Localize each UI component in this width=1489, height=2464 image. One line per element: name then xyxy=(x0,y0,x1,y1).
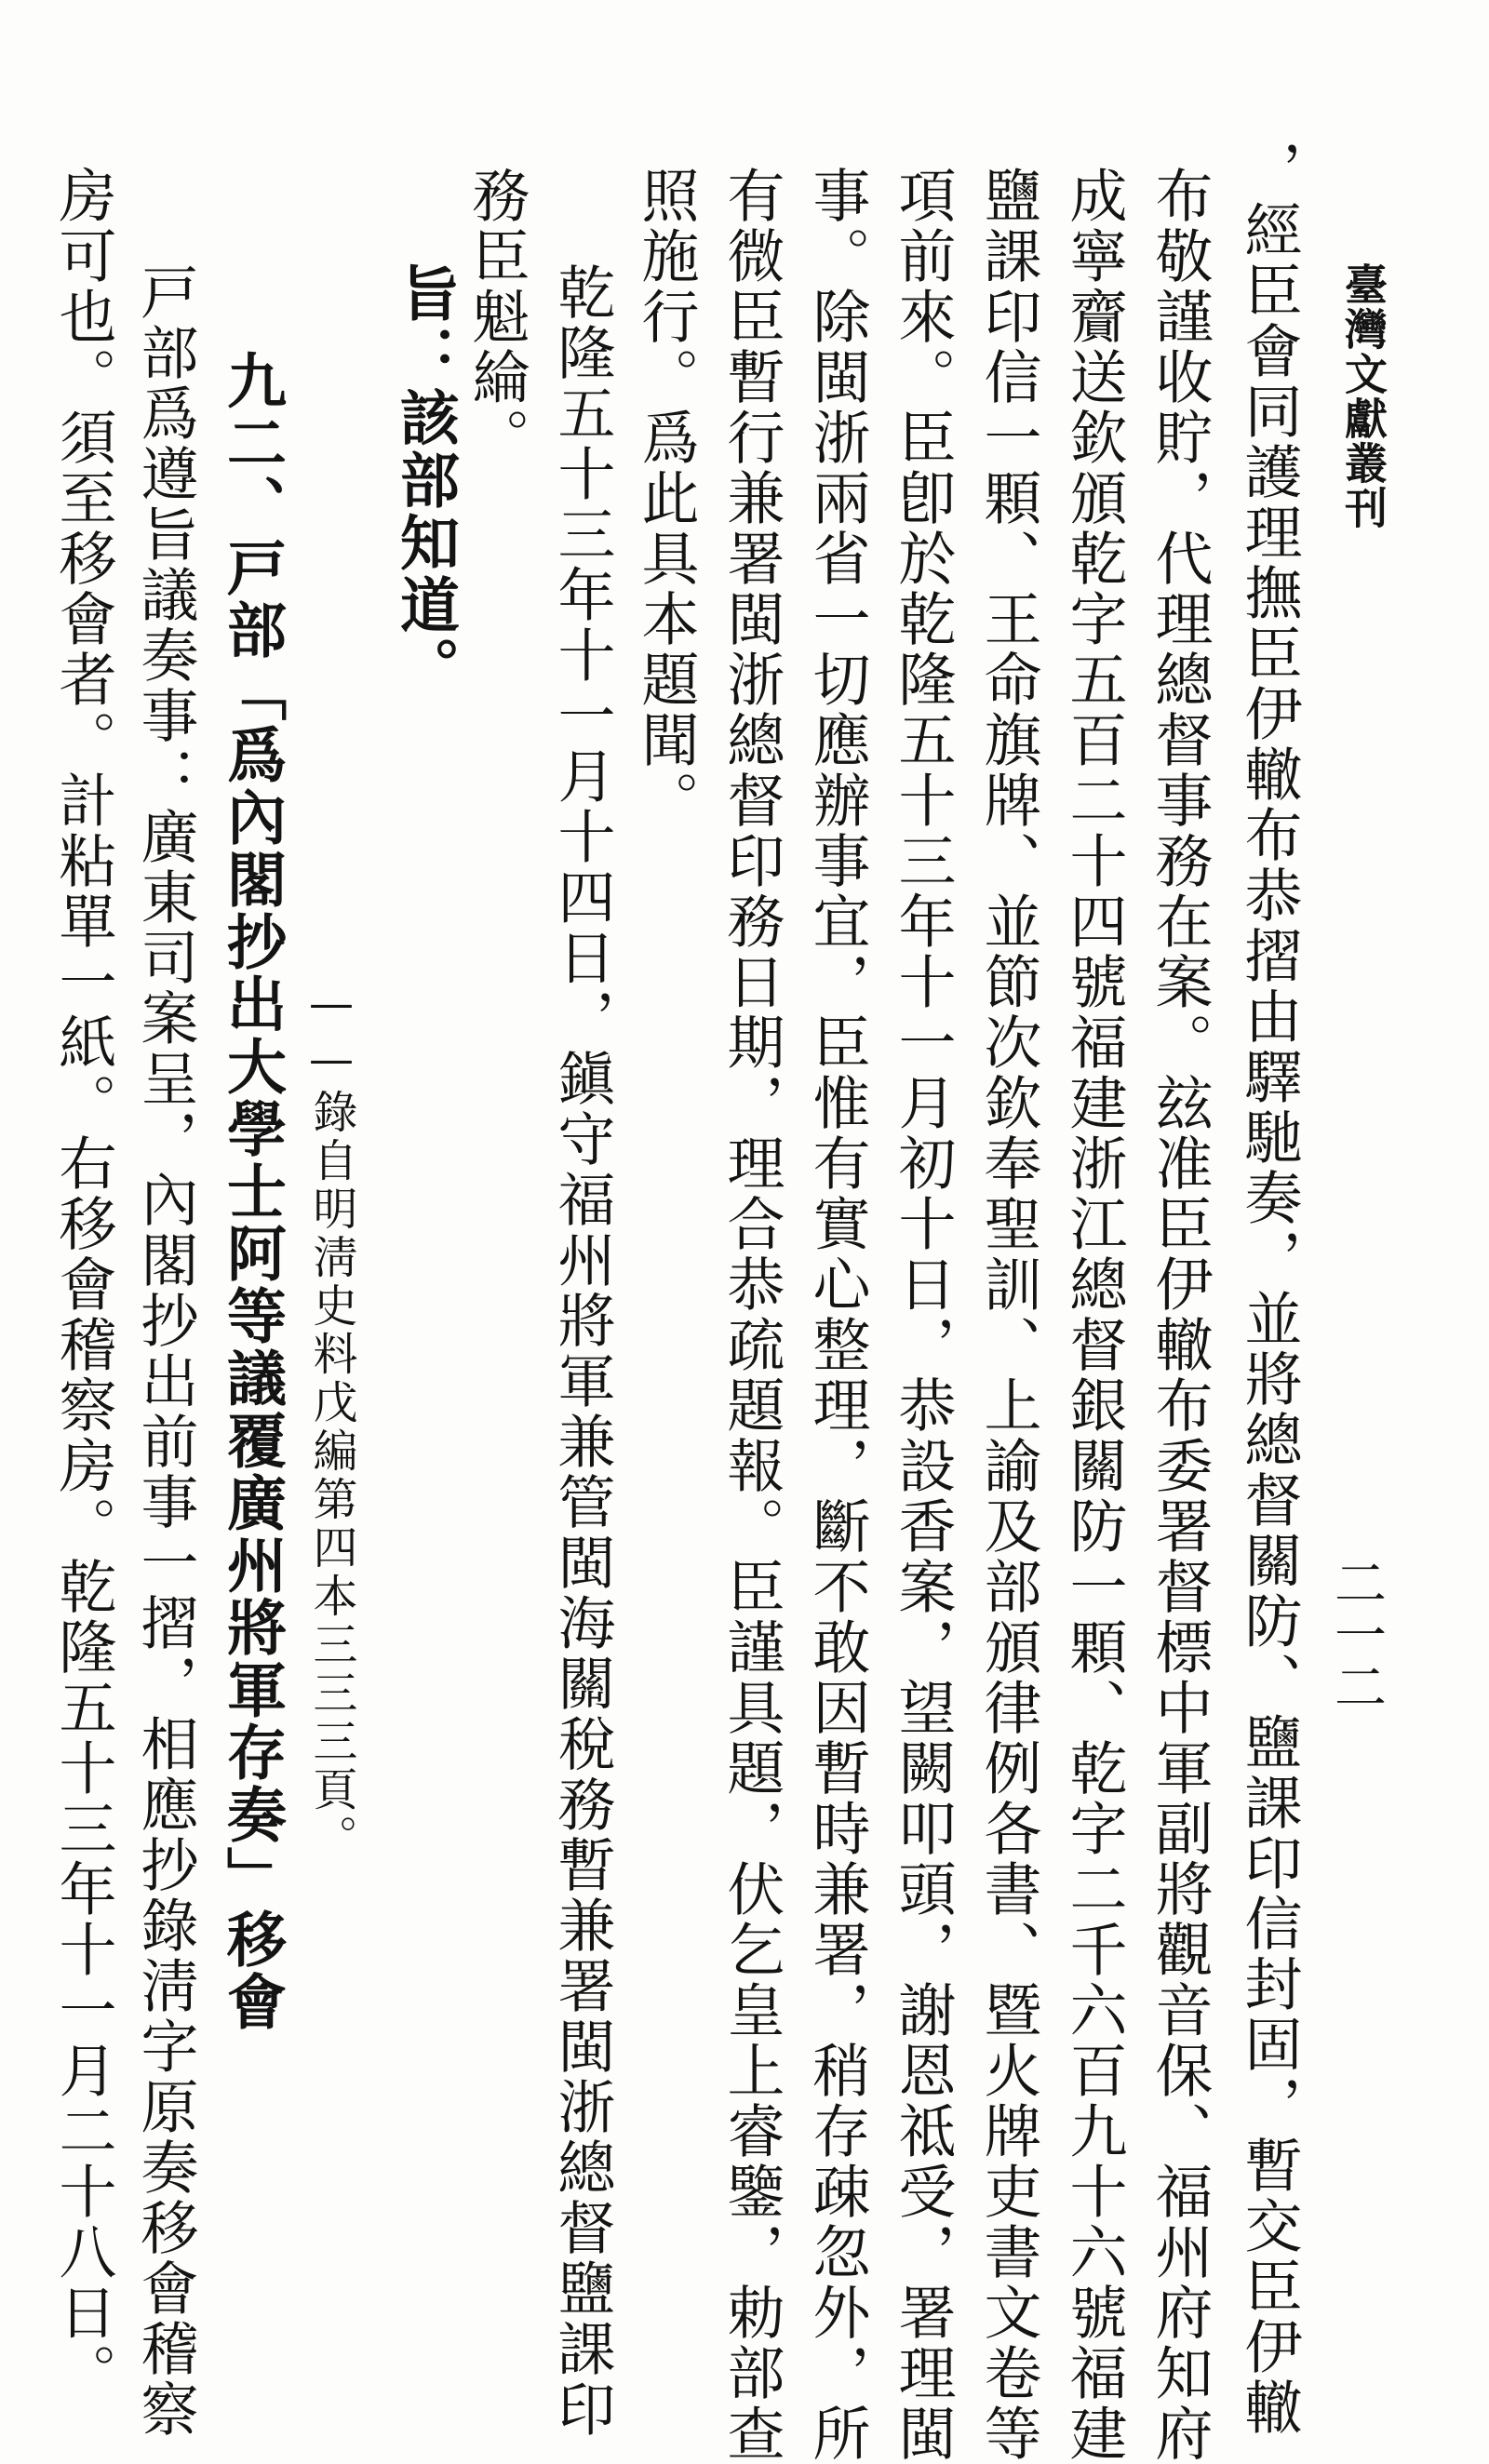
text-column: 項前來。臣卽於乾隆五十三年十一月初十日，恭設香案，望闕叩頭，謝恩祗受，署理閩 xyxy=(889,166,957,2464)
text-column: 事。除閩浙兩省一切應辦事宜，臣惟有實心整理，斷不敢因暫時兼署，稍存疎忽外，所 xyxy=(803,166,871,2464)
date-signature-column: 務臣魁綸。 xyxy=(463,166,530,468)
text-column: 照施行。爲此具本題聞。 xyxy=(632,166,700,831)
running-header: 臺灣文獻叢刊 xyxy=(1338,262,1388,530)
text-column: 有微臣暫行兼署閩浙總督印務日期，理合恭疏題報。臣謹具題，伏乞皇上睿鑒，勅部查 xyxy=(718,166,785,2464)
text-column: ，經臣會同護理撫臣伊轍布恭摺由驛馳奏，並將總督關防、鹽課印信封固，暫交臣伊轍 xyxy=(1235,140,1303,2438)
text-column: 鹽課印信一顆、王命旗牌、並節次欽奉聖訓、上諭及部頒律例各書、暨火牌吏書文卷等 xyxy=(974,166,1042,2464)
text-column: 戸部爲遵旨議奏事：廣東司案呈，內閣抄出前事一摺，相應抄錄淸字原奏移會稽察 xyxy=(131,262,199,2440)
source-citation: ——錄自明淸史料戊編第四本三三三頁。 xyxy=(305,977,357,1863)
imperial-rescript: 旨：該部知道。 xyxy=(390,262,460,699)
text-column: 布敬謹收貯，代理總督事務在案。玆准臣伊轍布委署督標中軍副將觀音保、福州府知府 xyxy=(1146,166,1214,2464)
text-column: 房可也。須至移會者。計粘單一紙。右移會稽察房。乾隆五十三年十一月二十八日。 xyxy=(49,166,117,2404)
section-heading: 九二、戸部「爲內閣抄出大學士阿等議覆廣州將軍存奏」移會 xyxy=(217,350,287,2033)
date-signature-column: 乾隆五十三年十一月十四日，鎭守福州將軍兼管閩海關稅務暫兼署閩浙總督鹽課印 xyxy=(548,262,616,2440)
page-number: 二一二 xyxy=(1326,1556,1387,1712)
text-column: 成寧齎送欽頒乾字五百二十四號福建浙江總督銀關防一顆、乾字二千六百九十六號福建 xyxy=(1060,166,1128,2464)
